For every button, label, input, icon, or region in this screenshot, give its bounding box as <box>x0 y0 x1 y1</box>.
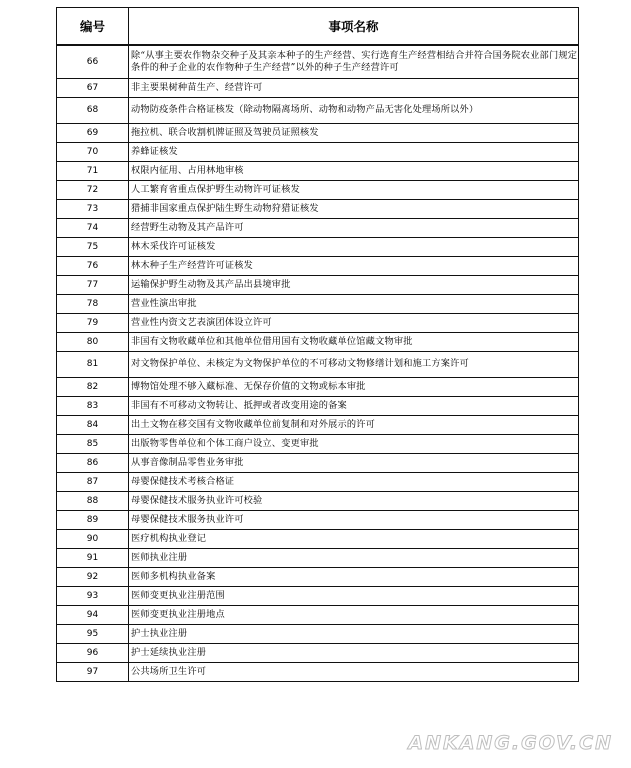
row-number: 81 <box>57 351 129 377</box>
row-item-name: 林木种子生产经营许可证核发 <box>129 256 579 275</box>
row-number: 90 <box>57 529 129 548</box>
row-item-name: 猎捕非国家重点保护陆生野生动物狩猎证核发 <box>129 199 579 218</box>
table-row <box>57 218 579 237</box>
row-item-name: 医疗机构执业登记 <box>129 529 579 548</box>
row-number: 66 <box>57 45 129 78</box>
row-item-name: 母婴保健技术服务执业许可校验 <box>129 491 579 510</box>
table-row <box>57 237 579 256</box>
row-item-name: 医师变更执业注册地点 <box>129 605 579 624</box>
row-item-name: 医师变更执业注册范围 <box>129 586 579 605</box>
table-row <box>57 199 579 218</box>
row-item-name: 博物馆处理不够入藏标准、无保存价值的文物或标本审批 <box>129 377 579 396</box>
table-row <box>57 643 579 662</box>
row-number: 74 <box>57 218 129 237</box>
row-number: 70 <box>57 142 129 161</box>
row-number: 79 <box>57 313 129 332</box>
table-row <box>57 624 579 643</box>
row-item-name: 护士执业注册 <box>129 624 579 643</box>
row-number: 87 <box>57 472 129 491</box>
row-item-name: 非国有不可移动文物转让、抵押或者改变用途的备案 <box>129 396 579 415</box>
table-row <box>57 586 579 605</box>
row-item-name: 出版物零售单位和个体工商户设立、变更审批 <box>129 434 579 453</box>
row-item-name: 人工繁育省重点保护野生动物许可证核发 <box>129 180 579 199</box>
row-item-name: 公共场所卫生许可 <box>129 662 579 681</box>
table-row <box>57 472 579 491</box>
items-table <box>56 7 579 682</box>
row-item-name: 营业性内资文艺表演团体设立许可 <box>129 313 579 332</box>
row-item-name: 医师多机构执业备案 <box>129 567 579 586</box>
row-number: 78 <box>57 294 129 313</box>
row-item-name: 运输保护野生动物及其产品出县境审批 <box>129 275 579 294</box>
row-number: 89 <box>57 510 129 529</box>
row-number: 91 <box>57 548 129 567</box>
table-row <box>57 313 579 332</box>
row-item-name: 医师执业注册 <box>129 548 579 567</box>
table-row <box>57 294 579 313</box>
row-item-name: 营业性演出审批 <box>129 294 579 313</box>
row-number: 84 <box>57 415 129 434</box>
row-number: 85 <box>57 434 129 453</box>
table-row <box>57 415 579 434</box>
row-number: 71 <box>57 161 129 180</box>
row-item-name: 除“从事主要农作物杂交种子及其亲本种子的生产经营、实行选育生产经营相结合并符合国务院农业部门规定条件的种子企业的农作物种子生产经营”以外的种子生产经营许可 <box>129 45 579 78</box>
row-item-name: 权限内征用、占用林地审核 <box>129 161 579 180</box>
table-row <box>57 548 579 567</box>
row-number: 80 <box>57 332 129 351</box>
row-number: 82 <box>57 377 129 396</box>
row-number: 93 <box>57 586 129 605</box>
table-row <box>57 332 579 351</box>
row-number: 83 <box>57 396 129 415</box>
table-row <box>57 567 579 586</box>
row-item-name: 养蜂证核发 <box>129 142 579 161</box>
table-row <box>57 529 579 548</box>
table-row <box>57 605 579 624</box>
row-item-name: 拖拉机、联合收割机牌证照及驾驶员证照核发 <box>129 123 579 142</box>
row-number: 97 <box>57 662 129 681</box>
row-item-name: 经营野生动物及其产品许可 <box>129 218 579 237</box>
row-number: 95 <box>57 624 129 643</box>
table-row <box>57 275 579 294</box>
row-number: 92 <box>57 567 129 586</box>
table-row <box>57 434 579 453</box>
row-number: 96 <box>57 643 129 662</box>
table-body <box>57 45 579 681</box>
row-item-name: 对文物保护单位、未核定为文物保护单位的不可移动文物修缮计划和施工方案许可 <box>129 351 579 377</box>
table-row <box>57 396 579 415</box>
table-row <box>57 377 579 396</box>
row-item-name: 母婴保健技术服务执业许可 <box>129 510 579 529</box>
table-row <box>57 78 579 97</box>
column-header-name: 事项名称 <box>129 8 579 46</box>
row-number: 86 <box>57 453 129 472</box>
row-item-name: 林木采伐许可证核发 <box>129 237 579 256</box>
row-number: 73 <box>57 199 129 218</box>
table-row <box>57 123 579 142</box>
header-row <box>57 8 579 46</box>
table-row <box>57 97 579 123</box>
row-item-name: 非主要果树种苗生产、经营许可 <box>129 78 579 97</box>
row-number: 88 <box>57 491 129 510</box>
column-header-number: 编号 <box>57 8 129 46</box>
table-row <box>57 45 579 78</box>
row-number: 69 <box>57 123 129 142</box>
table-row <box>57 142 579 161</box>
row-number: 76 <box>57 256 129 275</box>
row-item-name: 非国有文物收藏单位和其他单位借用国有文物收藏单位馆藏文物审批 <box>129 332 579 351</box>
row-number: 67 <box>57 78 129 97</box>
row-item-name: 动物防疫条件合格证核发（除动物隔离场所、动物和动物产品无害化处理场所以外） <box>129 97 579 123</box>
table-row <box>57 510 579 529</box>
table-row <box>57 453 579 472</box>
site-watermark: ANKANG.GOV.CN <box>408 732 613 754</box>
row-item-name: 母婴保健技术考核合格证 <box>129 472 579 491</box>
row-item-name: 护士延续执业注册 <box>129 643 579 662</box>
table-row <box>57 256 579 275</box>
table-row <box>57 161 579 180</box>
table-row <box>57 351 579 377</box>
row-item-name: 出土文物在移交国有文物收藏单位前复制和对外展示的许可 <box>129 415 579 434</box>
table-row <box>57 180 579 199</box>
row-number: 75 <box>57 237 129 256</box>
row-number: 68 <box>57 97 129 123</box>
table-row <box>57 662 579 681</box>
row-item-name: 从事音像制品零售业务审批 <box>129 453 579 472</box>
table-row <box>57 491 579 510</box>
row-number: 77 <box>57 275 129 294</box>
row-number: 94 <box>57 605 129 624</box>
row-number: 72 <box>57 180 129 199</box>
